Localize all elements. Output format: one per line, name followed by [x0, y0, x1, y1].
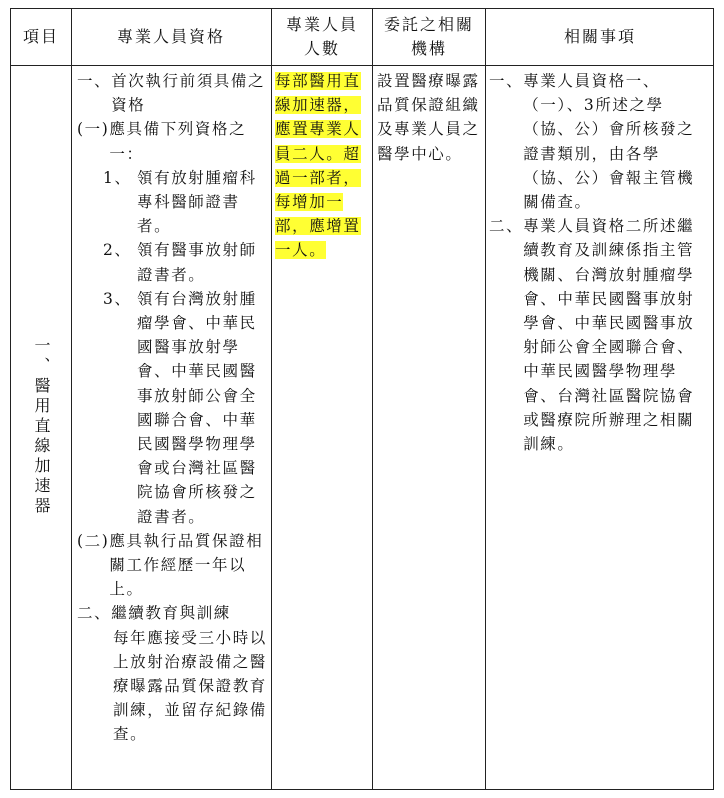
qual-section-2 [77, 601, 269, 625]
qual-s1-text: 首次執行前須具備之資格 [111, 72, 266, 115]
staff-count-text: 每部醫用直線加速器，應置專業人員二人。超過一部者，每增加一部，應增置一人。 [275, 72, 361, 260]
qual-s2-text: 每年應接受三小時以上放射治療設備之醫療曝露品質保證教育訓練，並留存紀錄備查。 [113, 628, 267, 744]
item-cell [11, 65, 71, 789]
header-commissioned [374, 9, 484, 65]
item-label: 一、醫用直線加速器 [32, 337, 51, 517]
related-item-1 [489, 69, 711, 214]
qual-s2-body [77, 626, 269, 747]
header-item-label: 項目 [22, 27, 59, 46]
qualification-cell [77, 69, 269, 747]
qual-a-marker: (一) [77, 120, 110, 139]
qual-section-1 [77, 69, 269, 117]
header-item [11, 9, 71, 65]
commissioned-text: 設置醫療曝露品質保證組織及專業人員之醫學中心。 [377, 72, 480, 163]
qual-a3-marker: 3、 [103, 289, 132, 308]
related-cell [489, 69, 711, 456]
qual-subsection-a [77, 117, 269, 165]
header-qualification [71, 9, 271, 65]
qual-item-2 [77, 238, 269, 286]
header-commissioned-label: 委託之相關機構 [384, 15, 475, 58]
related-r2-marker: 二、 [489, 217, 524, 236]
qual-a2-text: 領有醫事放射師證書者。 [137, 241, 257, 284]
header-related-label: 相關事項 [563, 27, 636, 46]
related-r1-text: 專業人員資格一、（一）、3所述之學（協、公）會所核發之證書類別，由各學（協、公）會報主管機關備查。 [523, 72, 695, 212]
qual-a-text: 應具備下列資格之一： [109, 120, 247, 163]
qual-a3-text: 領有台灣放射腫瘤學會、中華民國醫事放射學會、中華民國醫事放射師公會全國聯合會、中華民國醫學物理學會或台灣社區醫院協會所核發之證書者。 [137, 289, 257, 526]
regulation-table [10, 8, 714, 790]
header-staff-count-label: 專業人員人數 [285, 15, 358, 58]
commissioned-cell [377, 69, 483, 166]
col-divider [372, 9, 373, 789]
qual-a1-marker: 1、 [103, 168, 132, 187]
header-divider [11, 65, 713, 66]
header-staff-count [273, 9, 371, 65]
qual-s1-marker: 一、 [77, 72, 112, 90]
qual-item-3 [77, 287, 269, 529]
header-qualification-label: 專業人員資格 [116, 27, 225, 46]
related-r1-marker: 一、 [489, 72, 524, 90]
qual-item-1 [77, 166, 269, 239]
col-divider [485, 9, 486, 789]
qual-s2-marker: 二、 [77, 604, 112, 623]
qual-a1-text: 領有放射腫瘤科專科醫師證書者。 [137, 168, 257, 236]
qual-b-text: 應具執行品質保證相關工作經歷一年以上。 [109, 531, 264, 599]
qual-subsection-b [77, 529, 269, 602]
qual-b-marker: (二) [77, 531, 110, 550]
qual-s2-title: 繼續教育與訓練 [111, 604, 231, 623]
related-r2-text: 專業人員資格二所述繼續教育及訓練係指主管機關、台灣放射腫瘤學會、中華民國醫事放射學會、中華民國醫事放射師公會全國聯合會、中華民國醫學物理學會、台灣社區醫院協會或醫療院所辦理之相關訓練。 [523, 217, 695, 454]
header-related [486, 9, 714, 65]
col-divider [271, 9, 272, 789]
col-divider [71, 9, 72, 789]
qual-a2-marker: 2、 [103, 241, 132, 260]
staff-count-cell [275, 69, 369, 263]
related-item-2 [489, 214, 711, 456]
